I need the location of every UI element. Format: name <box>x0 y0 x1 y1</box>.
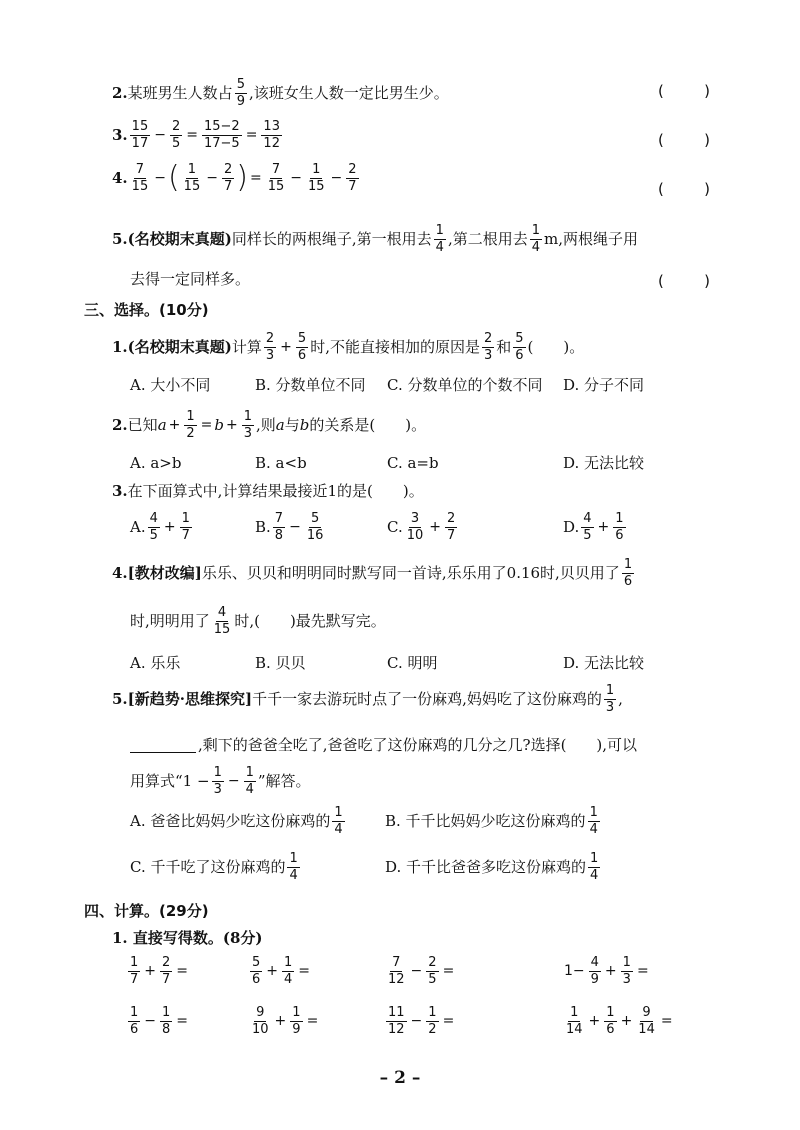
math-operator: − <box>227 773 240 790</box>
fraction: $\frac{2}{7}$ <box>162 955 171 987</box>
question-number: 2. <box>112 83 128 102</box>
s3-q4-line2: 时,明明用了 $\frac{4}{15}$ 时,( )最先默写完。 <box>130 605 386 637</box>
fraction: $\frac{4}{9}$ <box>590 955 599 987</box>
math-operator: ( <box>167 160 180 196</box>
question-number: 3. <box>112 125 128 144</box>
math-operator: − <box>289 519 301 536</box>
question-number: 5. <box>112 229 128 248</box>
tf-q3 <box>112 120 284 150</box>
math-operator: − <box>154 127 166 144</box>
fraction: $\frac{2}{7}$ <box>447 511 456 543</box>
math-operator: + <box>163 519 176 536</box>
fill-blank[interactable] <box>130 738 196 753</box>
calc-item[interactable] <box>248 956 312 986</box>
math-operator: = <box>176 1013 189 1030</box>
math-operator: + <box>144 963 157 980</box>
fraction: $\frac{1}{9}$ <box>292 1005 301 1037</box>
answer-paren[interactable]: ( ) <box>658 82 710 100</box>
math-operator: = <box>660 1013 673 1030</box>
math-operator: = <box>636 963 649 980</box>
math-operator: + <box>620 1013 633 1030</box>
subsection-title: 1. 直接写得数。(8分) <box>112 929 263 947</box>
option-c[interactable]: C. 明明 <box>387 654 438 672</box>
fraction: $\frac{1}{2}$ <box>428 1005 437 1037</box>
s3-q3: 3. 在下面算式中,计算结果最接近1的是( )。 <box>112 482 424 500</box>
s3-q2: 2. 已知 a + $\frac{1}{2}$ = b + $\frac{1}{3}$ ,则 a 与 b 的关系是( )。 <box>112 409 427 441</box>
fraction: $\frac{4}{15}$ <box>213 605 231 637</box>
fraction: $\frac{1}{4}$ <box>531 223 540 255</box>
s3-q5-line2: ,剩下的爸爸全吃了,爸爸吃了这份麻鸡的几分之几?选择( ),可以 <box>130 738 637 753</box>
fraction: $\frac{1}{7}$ <box>130 955 139 987</box>
fraction: $\frac{7}{15}$ <box>131 162 149 194</box>
math-operator: − <box>410 1013 423 1030</box>
math-operator: − <box>154 170 166 187</box>
math-operator: = <box>186 127 198 144</box>
tf-q5: 5. (名校期末真题) 同样长的两根绳子,第一根用去 $\frac{1}{4}$ ,第二根用去 $\frac{1}{4}$ m,两根绳子用 <box>112 223 638 255</box>
fraction: $\frac{1}{4}$ <box>245 765 254 797</box>
math-operator: ) <box>236 160 248 196</box>
option-d[interactable]: D. 无法比较 <box>563 454 645 472</box>
math-operator: = <box>176 963 189 980</box>
fraction: $\frac{1}{3}$ <box>213 765 222 797</box>
page-number: – 2 – <box>379 1068 421 1088</box>
calc-item[interactable] <box>248 1006 320 1036</box>
math-operator: = <box>298 963 311 980</box>
math-operator: − <box>144 1013 157 1030</box>
option-d[interactable]: D. 无法比较 <box>563 654 645 672</box>
fraction: $\frac{5}{6}$ <box>252 955 261 987</box>
option-b[interactable]: B. a<b <box>255 454 307 472</box>
fraction: $\frac{7}{8}$ <box>274 511 284 543</box>
option-a[interactable]: A. 大小不同 <box>130 376 211 394</box>
math-operator: = <box>249 170 262 187</box>
answer-paren[interactable]: ( ) <box>658 180 710 198</box>
option-c[interactable]: C. $\frac{3}{10}$ + $\frac{2}{7}$ <box>387 511 456 543</box>
option-c[interactable]: C. 分数单位的个数不同 <box>387 376 543 394</box>
option-a[interactable]: A. $\frac{4}{5}$ + $\frac{1}{7}$ <box>130 511 190 543</box>
fraction: $\frac{5}{16}$ <box>306 511 324 543</box>
fraction: $\frac{9}{10}$ <box>252 1005 269 1037</box>
calc-item[interactable] <box>562 1006 675 1036</box>
math-operator: + <box>588 1013 601 1030</box>
tf-q2 <box>112 78 449 108</box>
math-operator: = <box>245 127 258 144</box>
fraction: $\frac{1}{2}$ <box>186 409 195 441</box>
option-c[interactable]: C. 千千吃了这份麻鸡的 $\frac{1}{4}$ <box>130 851 298 883</box>
fraction: $\frac{13}{12}$ <box>263 119 280 151</box>
source-tag: [新趋势·思维探究] <box>127 689 253 708</box>
math-operator: + <box>597 519 610 536</box>
tf-q4 <box>112 160 361 196</box>
fraction: $\frac{15-2}{17-5}$ <box>203 119 240 151</box>
source-tag: (名校期末真题) <box>127 229 232 248</box>
fraction: $\frac{1}{6}$ <box>130 1005 139 1037</box>
fraction: $\frac{5}{9}$ <box>236 77 245 109</box>
fraction: $\frac{7}{12}$ <box>388 955 405 987</box>
fraction: $\frac{2}{5}$ <box>428 955 437 987</box>
option-d[interactable]: D. 千千比爸爸多吃这份麻鸡的 $\frac{1}{4}$ <box>385 851 599 883</box>
math-operator: 1− <box>564 963 585 980</box>
question-text: 某班男生人数占 <box>127 83 233 102</box>
fraction: $\frac{7}{15}$ <box>267 162 285 194</box>
option-a[interactable]: A. 乐乐 <box>130 654 181 672</box>
option-b[interactable]: B. 千千比妈妈少吃这份麻鸡的 $\frac{1}{4}$ <box>385 805 598 837</box>
math-operator: − <box>206 170 218 187</box>
fraction: $\frac{1}{15}$ <box>183 162 201 194</box>
answer-paren[interactable]: ( ) <box>658 272 710 290</box>
fraction: $\frac{1}{4}$ <box>590 851 599 883</box>
fraction: $\frac{2}{5}$ <box>171 119 181 151</box>
fraction: $\frac{1}{15}$ <box>307 162 325 194</box>
fraction: $\frac{1}{3}$ <box>243 409 253 441</box>
math-operator: = <box>442 1013 455 1030</box>
math-operator: + <box>604 963 617 980</box>
fraction: $\frac{4}{5}$ <box>149 511 158 543</box>
fraction: $\frac{2}{7}$ <box>348 162 357 194</box>
option-b[interactable]: B. 贝贝 <box>255 654 306 672</box>
calc-item[interactable] <box>384 956 456 986</box>
s3-q1: 1. (名校期末真题) 计算 $\frac{2}{3}$ + $\frac{5}{6}$ 时,不能直接相加的原因是 $\frac{2}{3}$ 和 $\frac{5}{6}$ ( )。 <box>112 331 585 363</box>
option-a[interactable]: A. 爸爸比妈妈少吃这份麻鸡的 $\frac{1}{4}$ <box>130 805 343 837</box>
s3-q5: 5. [新趋势·思维探究] 千千一家去游玩时点了一份麻鸡,妈妈吃了这份麻鸡的 $\frac{1}{3}$ , <box>112 683 623 715</box>
option-b[interactable]: B. $\frac{7}{8}$ − $\frac{5}{16}$ <box>255 511 324 543</box>
s3-q4: 4. [教材改编] 乐乐、贝贝和明明同时默写同一首诗,乐乐用了0.16时,贝贝用了 $\frac{1}{6}$ <box>112 557 633 589</box>
option-d[interactable]: D. $\frac{4}{5}$ + $\frac{1}{6}$ <box>563 511 624 543</box>
fraction: $\frac{5}{6}$ <box>515 331 524 363</box>
s3-q5-line3: 用算式“1 − $\frac{1}{3}$ − $\frac{1}{4}$ ”解答。 <box>130 765 311 797</box>
fraction: $\frac{2}{3}$ <box>265 331 275 363</box>
math-operator: + <box>280 339 292 356</box>
fraction: $\frac{1}{3}$ <box>622 955 631 987</box>
calc-item[interactable] <box>126 1006 190 1036</box>
fraction: $\frac{1}{4}$ <box>589 805 598 837</box>
option-b[interactable]: B. 分数单位不同 <box>255 376 366 394</box>
fraction: $\frac{1}{6}$ <box>615 511 624 543</box>
question-number: 4. <box>112 168 128 187</box>
math-operator: + <box>274 1013 287 1030</box>
fraction: $\frac{1}{3}$ <box>605 683 615 715</box>
fraction: $\frac{1}{6}$ <box>606 1005 615 1037</box>
fraction: $\frac{1}{8}$ <box>162 1005 171 1037</box>
section-title: 四、计算。(29分) <box>84 902 209 920</box>
math-operator: − <box>290 170 302 187</box>
fraction: $\frac{1}{6}$ <box>623 557 633 589</box>
calc-item[interactable] <box>562 956 651 986</box>
option-d[interactable]: D. 分子不同 <box>563 376 645 394</box>
math-operator: − <box>410 963 423 980</box>
fraction: $\frac{2}{7}$ <box>223 162 233 194</box>
math-operator: = <box>306 1013 319 1030</box>
calc-item[interactable] <box>384 1006 456 1036</box>
calc-item[interactable] <box>126 956 190 986</box>
fraction: $\frac{11}{12}$ <box>388 1005 405 1037</box>
fraction: $\frac{1}{4}$ <box>435 223 444 255</box>
math-operator: + <box>266 963 279 980</box>
option-a[interactable]: A. a>b <box>130 454 182 472</box>
fraction: $\frac{4}{5}$ <box>583 511 592 543</box>
question-text: ,该班女生人数一定比男生少。 <box>248 83 449 102</box>
fraction: $\frac{15}{17}$ <box>131 119 149 151</box>
fraction: $\frac{5}{6}$ <box>297 331 307 363</box>
fraction: $\frac{9}{14}$ <box>638 1005 655 1037</box>
fraction: $\frac{1}{4}$ <box>284 955 293 987</box>
fraction: $\frac{1}{4}$ <box>334 805 343 837</box>
math-operator: + <box>168 417 181 434</box>
math-operator: + <box>226 417 238 434</box>
option-c[interactable]: C. a=b <box>387 454 439 472</box>
math-operator: + <box>429 519 441 536</box>
fraction: $\frac{1}{14}$ <box>566 1005 583 1037</box>
fraction: $\frac{3}{10}$ <box>406 511 424 543</box>
question-text-line2: 去得一定同样多。 <box>130 270 251 288</box>
fraction: $\frac{1}{7}$ <box>181 511 190 543</box>
source-tag: [教材改编] <box>127 563 202 582</box>
fraction: $\frac{2}{3}$ <box>483 331 493 363</box>
section-title: 三、选择。(10分) <box>84 301 209 319</box>
answer-paren[interactable]: ( ) <box>658 131 710 149</box>
source-tag: (名校期末真题) <box>127 337 232 356</box>
math-operator: = <box>200 417 213 434</box>
math-operator: = <box>442 963 455 980</box>
fraction: $\frac{1}{4}$ <box>289 851 298 883</box>
math-operator: − <box>330 170 343 187</box>
